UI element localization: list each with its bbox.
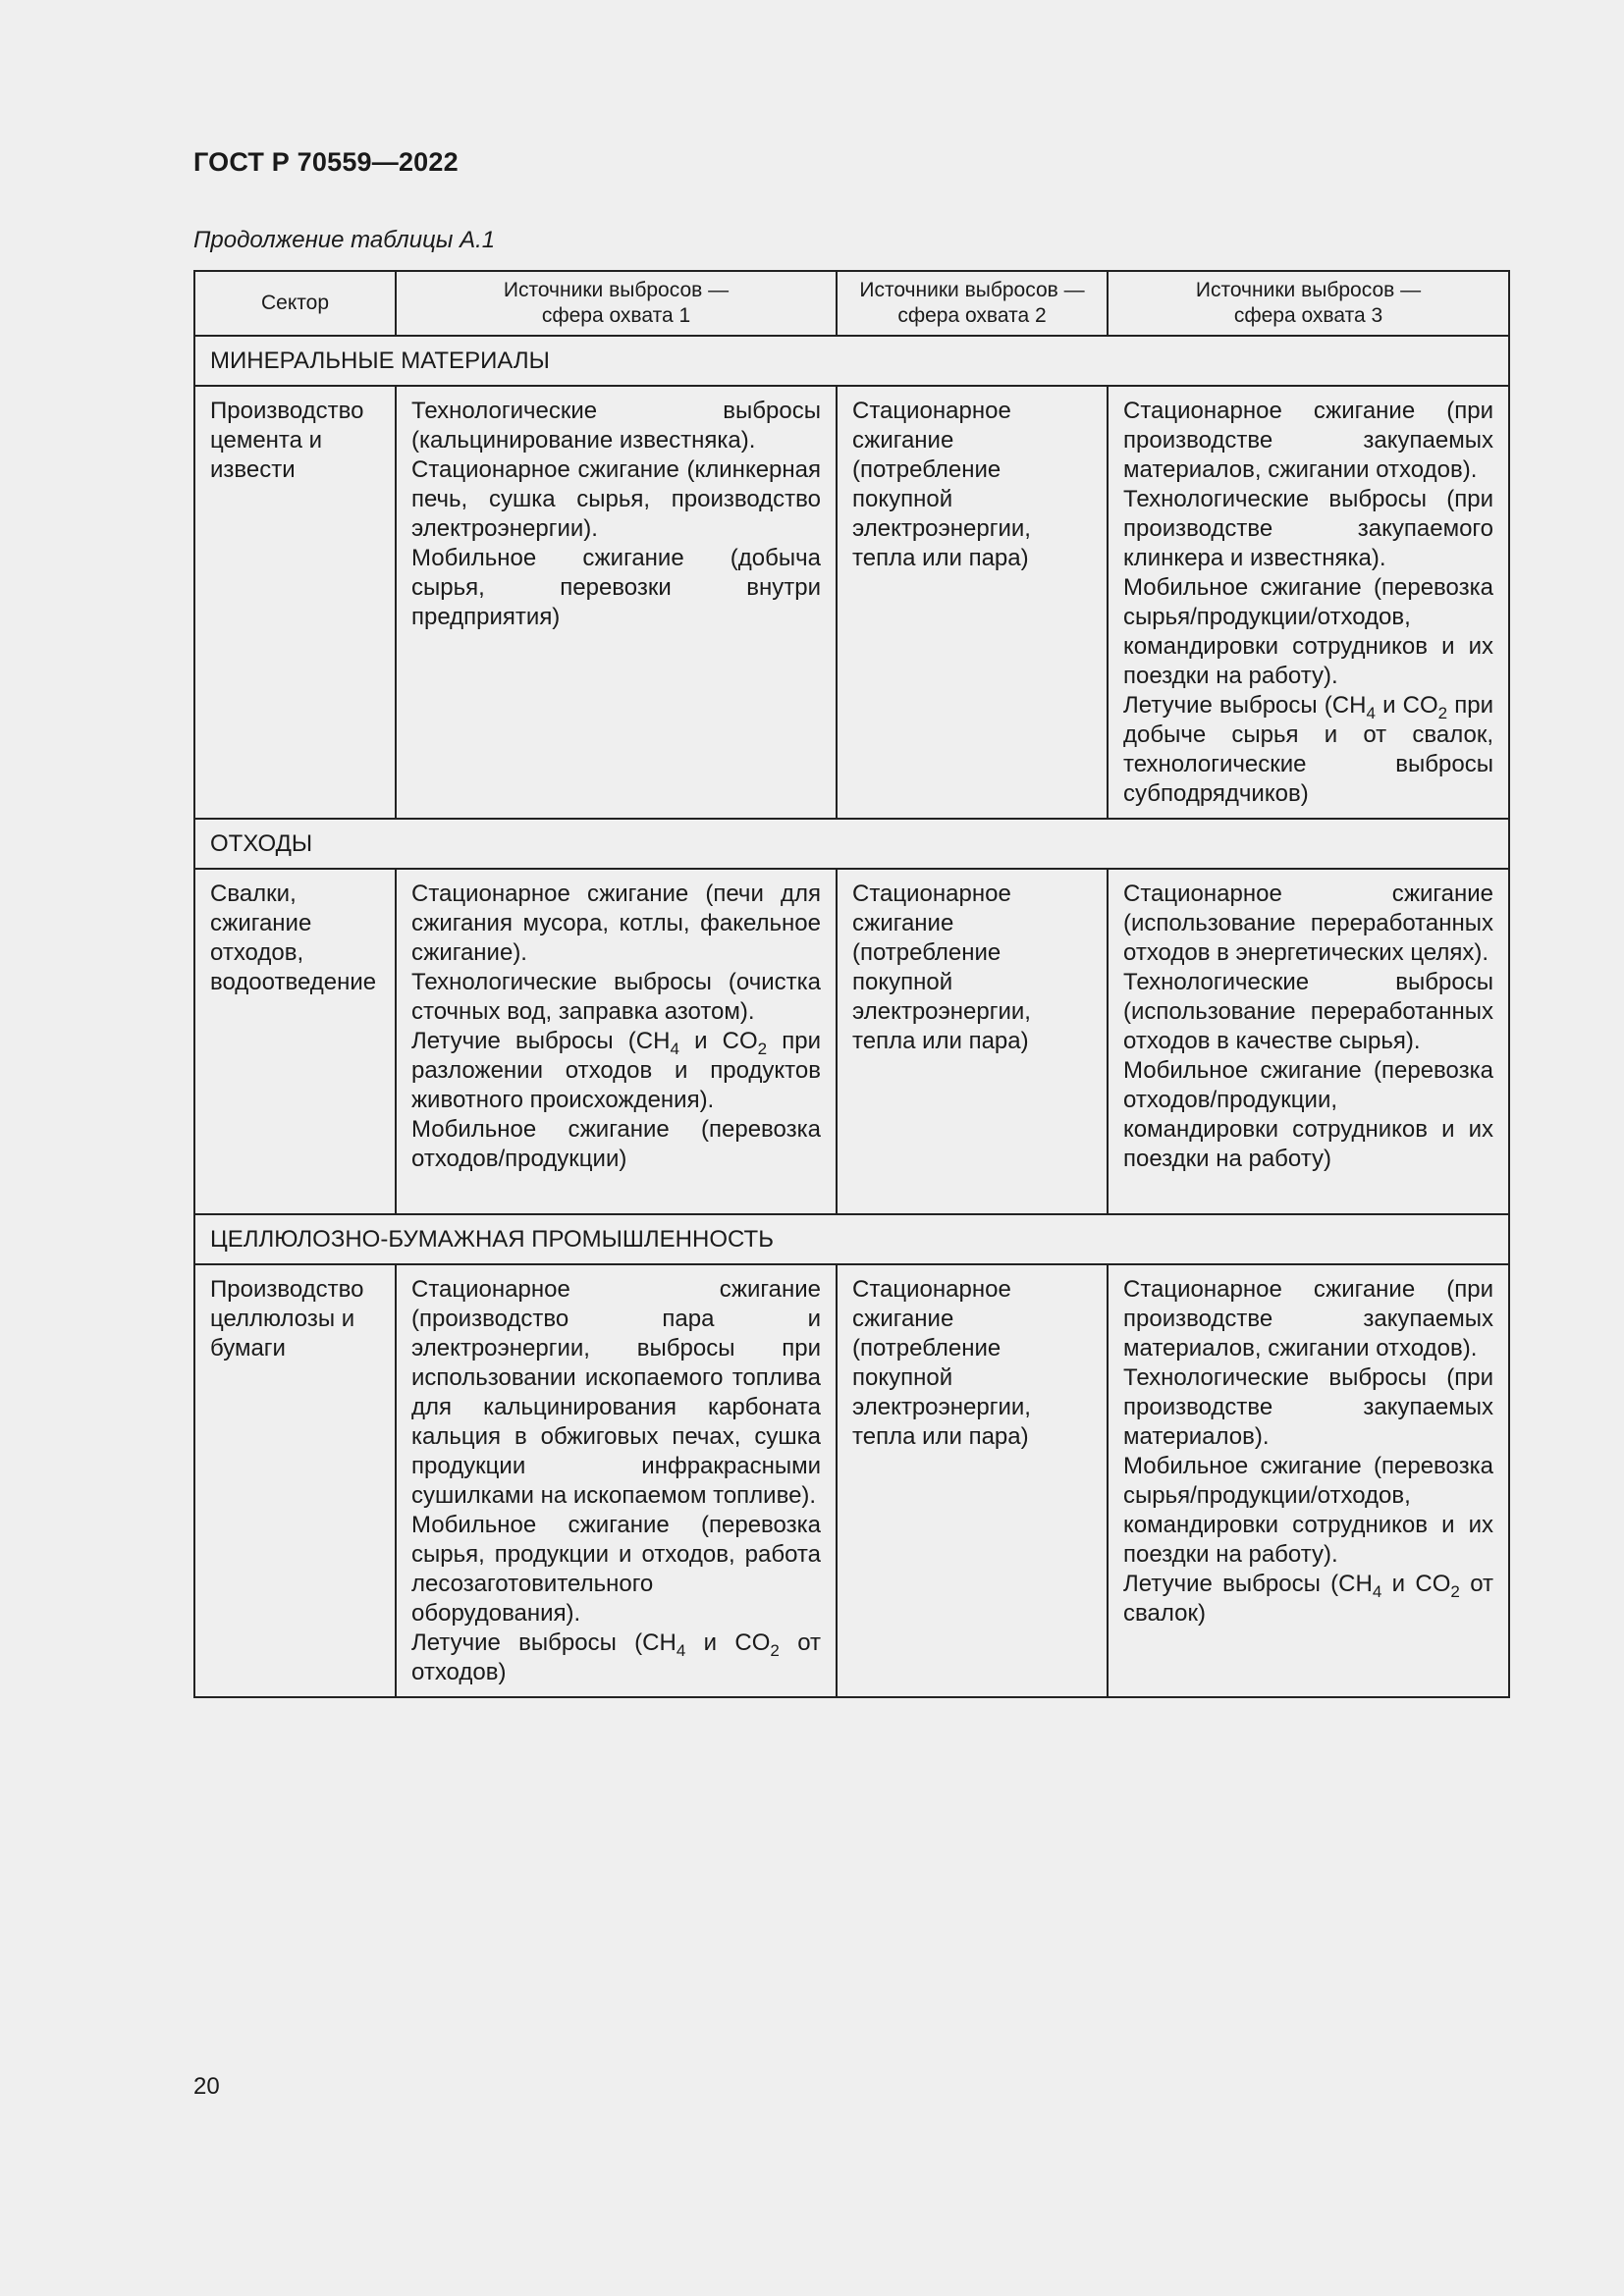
section-title: ЦЕЛЛЮЛОЗНО-БУМАЖНАЯ ПРОМЫШЛЕННОСТЬ	[194, 1214, 1509, 1264]
table-body	[194, 336, 1509, 1697]
cell-paragraph: Летучие выбросы ($CH_4$ и $CO_2$ при добыче сырья и от свалок, технологические выбросы субподрядчиков)	[1123, 692, 1494, 807]
cell-paragraph: Технологические выбросы (кальцинирование известняка).	[411, 398, 821, 454]
cell-paragraph: Мобильное сжигание (перевозка сырья/продукции/отходов, командировки сотрудников и их поездки на работу).	[1123, 1453, 1493, 1568]
section-row	[194, 1214, 1509, 1264]
sector-cell: Свалки, сжигание отходов, водоотведение	[194, 869, 396, 1214]
cell-paragraph: Мобильное сжигание (добыча сырья, перевозки внутри предприятия)	[411, 545, 821, 630]
cell-paragraph: Летучие выбросы ($CH_4$ и $CO_2$ от свалок)	[1123, 1571, 1494, 1627]
header-sector: Сектор	[194, 271, 396, 336]
section-title: МИНЕРАЛЬНЫЕ МАТЕРИАЛЫ	[194, 336, 1509, 386]
cell-paragraph: Стационарное сжигание (использование переработанных отходов в энергетических целях).	[1123, 881, 1493, 966]
scope3-cell	[1108, 1264, 1509, 1697]
table-row	[194, 386, 1509, 819]
cell-paragraph: Технологические выбросы (использование переработанных отходов в качестве сырья).	[1123, 969, 1493, 1054]
cell-paragraph: Стационарное сжигание (потребление покупной электроэнергии, тепла или пара)	[852, 881, 1031, 1054]
sector-cell: Производство цемента и извести	[194, 386, 396, 819]
cell-paragraph: Технологические выбросы (очистка сточных вод, заправка азотом).	[411, 969, 821, 1025]
cell-paragraph: Летучие выбросы ($CH_4$ и $CO_2$ от отходов)	[411, 1629, 822, 1685]
cell-paragraph: Мобильное сжигание (перевозка сырья/продукции/отходов, командировки сотрудников и их поездки на работу).	[1123, 574, 1493, 689]
scope3-cell	[1108, 386, 1509, 819]
scope3-cell	[1108, 869, 1509, 1214]
table-caption: Продолжение таблицы А.1	[193, 227, 496, 253]
header-scope1: Источники выбросов — сфера охвата 1	[396, 271, 837, 336]
cell-paragraph: Стационарное сжигание (клинкерная печь, сушка сырья, производство электроэнергии).	[411, 456, 821, 542]
cell-paragraph: Стационарное сжигание (производство пара и электроэнергии, выбросы при использовании ископаемого топлива для кальцинирования карбоната кальция в обжиговых печах, сушка продукции инфракрасными сушилками на ископаемом топливе).	[411, 1276, 821, 1509]
scope2-cell	[837, 869, 1108, 1214]
cell-paragraph: Стационарное сжигание (потребление покупной электроэнергии, тепла или пара)	[852, 398, 1031, 571]
cell-paragraph: Мобильное сжигание (перевозка отходов/продукции)	[411, 1116, 821, 1172]
scope2-cell	[837, 386, 1108, 819]
scope1-cell	[396, 386, 837, 819]
document-id: ГОСТ Р 70559—2022	[193, 147, 459, 177]
table-row	[194, 1264, 1509, 1697]
scope1-cell	[396, 869, 837, 1214]
cell-paragraph: Стационарное сжигание (потребление покупной электроэнергии, тепла или пара)	[852, 1276, 1031, 1450]
cell-paragraph: Мобильное сжигание (перевозка отходов/продукции, командировки сотрудников и их поездки на работу)	[1123, 1057, 1493, 1172]
emissions-table	[193, 270, 1510, 1698]
scope2-cell	[837, 1264, 1108, 1697]
cell-paragraph: Летучие выбросы ($CH_4$ и $CO_2$ при разложении отходов и продуктов животного происхождения).	[411, 1028, 822, 1113]
header-scope2: Источники выбросов — сфера охвата 2	[837, 271, 1108, 336]
cell-paragraph: Мобильное сжигание (перевозка сырья, продукции и отходов, работа лесозаготовительного оборудования).	[411, 1512, 821, 1627]
section-row	[194, 819, 1509, 869]
cell-paragraph: Стационарное сжигание (при производстве закупаемых материалов, сжигании отходов).	[1123, 398, 1493, 483]
scope1-cell	[396, 1264, 837, 1697]
section-row	[194, 336, 1509, 386]
cell-paragraph: Технологические выбросы (при производстве закупаемых материалов).	[1123, 1364, 1493, 1450]
cell-paragraph: Технологические выбросы (при производстве закупаемого клинкера и известняка).	[1123, 486, 1493, 571]
page-number: 20	[193, 2073, 220, 2100]
header-scope3: Источники выбросов — сфера охвата 3	[1108, 271, 1509, 336]
cell-paragraph: Стационарное сжигание (при производстве закупаемых материалов, сжигании отходов).	[1123, 1276, 1493, 1362]
section-title: ОТХОДЫ	[194, 819, 1509, 869]
sector-cell: Производство целлюлозы и бумаги	[194, 1264, 396, 1697]
table-row	[194, 869, 1509, 1214]
table-header-row	[194, 271, 1509, 336]
cell-paragraph: Стационарное сжигание (печи для сжигания мусора, котлы, факельное сжигание).	[411, 881, 821, 966]
